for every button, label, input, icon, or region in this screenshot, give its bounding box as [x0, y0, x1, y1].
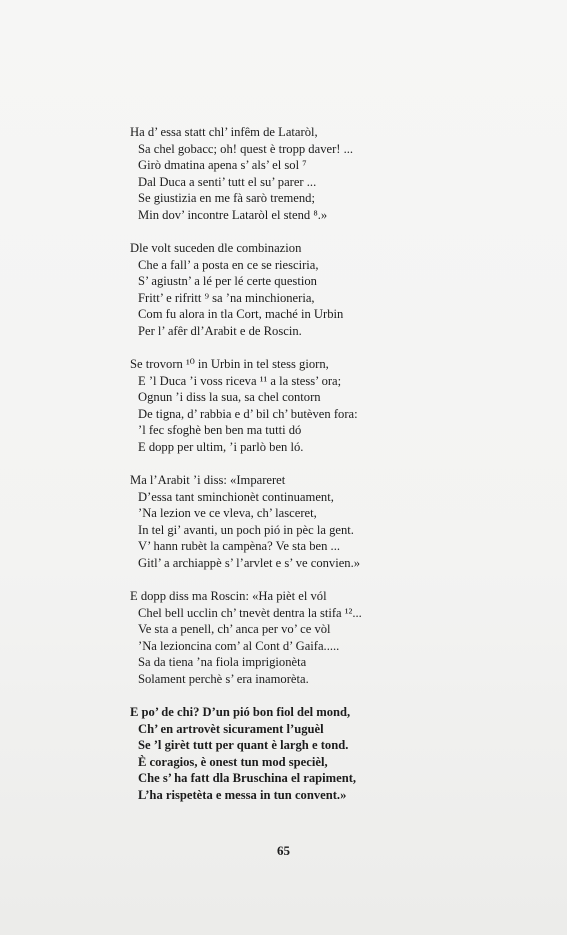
verse-line: Solament perchè s’ era inamorèta. [138, 671, 309, 686]
verse-line: S’ agiustn’ a lé per lé certe question [138, 274, 317, 288]
stanza [130, 588, 550, 687]
verse-line: Ma l’Arabit ’i diss: «Impareret [130, 473, 286, 487]
verse-line: E dopp diss ma Roscin: «Ha pièt el vól [130, 589, 327, 603]
verse-line: Sa chel gobacc; oh! quest è tropp daver! ... [138, 141, 354, 156]
poem-body [130, 124, 550, 820]
verse-line: E po’ de chi? D’un pió bon fiol del mond, [130, 705, 351, 719]
verse-line: Che a fall’ a posta en ce se riesciria, [138, 257, 319, 272]
stanza [130, 240, 550, 339]
verse-line: De tigna, d’ rabbia e d’ bil ch’ butèven fora: [138, 406, 358, 421]
stanza [130, 472, 550, 571]
verse-line: Se ’l girèt tutt per quant è largh e tond. [138, 738, 349, 752]
verse-line: È coragios, è onest tun mod specièl, [138, 754, 328, 769]
verse-line: Fritt’ e rifritt ⁹ sa ’na minchioneria, [138, 290, 315, 305]
verse-line: Che s’ ha fatt dla Bruschina el rapiment, [138, 771, 357, 785]
stanza [130, 356, 550, 455]
verse-line: Ognun ’i diss la sua, sa chel contorn [138, 390, 321, 404]
verse-line: E dopp per ultim, ’i parlò ben ló. [138, 439, 304, 454]
stanza [130, 124, 550, 223]
verse-line: V’ hann rubèt la campèna? Ve sta ben ... [138, 539, 341, 553]
verse-line: Se giustizia en me fà sarò tremend; [138, 191, 315, 205]
verse-line: Se trovorn ¹⁰ in Urbin in tel stess giorn, [130, 357, 329, 371]
verse-line: Gitl’ a archiappè s’ l’arvlet e s’ ve convien.» [138, 555, 361, 570]
verse-line: Ve sta a penell, ch’ anca per vo’ ce vòl [138, 622, 331, 636]
verse-line: ’l fec sfoghè ben ben ma tutti dó [138, 423, 302, 437]
verse-line: In tel gi’ avanti, un poch pió in pèc la gent. [138, 522, 354, 537]
verse-line: Sa da tiena ’na fiola imprigionèta [138, 655, 307, 669]
verse-line: Min dov’ incontre Lataròl el stend ⁸.» [138, 207, 328, 222]
verse-line: L’ha rispetèta e messa in tun convent.» [138, 787, 347, 802]
verse-line: ’Na lezioncina com’ al Cont d’ Gaifa..... [138, 638, 340, 653]
verse-line: E ’l Duca ’i voss riceva ¹¹ a la stess’ ora; [138, 373, 342, 388]
verse-line: Dal Duca a senti’ tutt el su’ parer ... [138, 174, 317, 189]
verse-line: Chel bell ucclin ch’ tnevèt dentra la stifa ¹²... [138, 605, 362, 620]
verse-line: D’essa tant sminchionèt continuament, [138, 489, 334, 504]
page-number: 65 [277, 843, 290, 858]
verse-line: Per l’ afêr dl’Arabit e de Roscin. [138, 323, 302, 338]
verse-line: Girò dmatina apena s’ als’ el sol ⁷ [138, 158, 307, 172]
verse-line: Com fu alora in tla Cort, maché in Urbin [138, 307, 344, 321]
verse-line: ’Na lezion ve ce vleva, ch’ lasceret, [138, 506, 317, 520]
verse-line: Dle volt suceden dle combinazion [130, 241, 302, 255]
verse-line: Ch’ en artrovèt sicurament l’uguèl [138, 721, 324, 736]
stanza [130, 704, 550, 803]
verse-line: Ha d’ essa statt chl’ infêm de Lataròl, [130, 125, 318, 139]
